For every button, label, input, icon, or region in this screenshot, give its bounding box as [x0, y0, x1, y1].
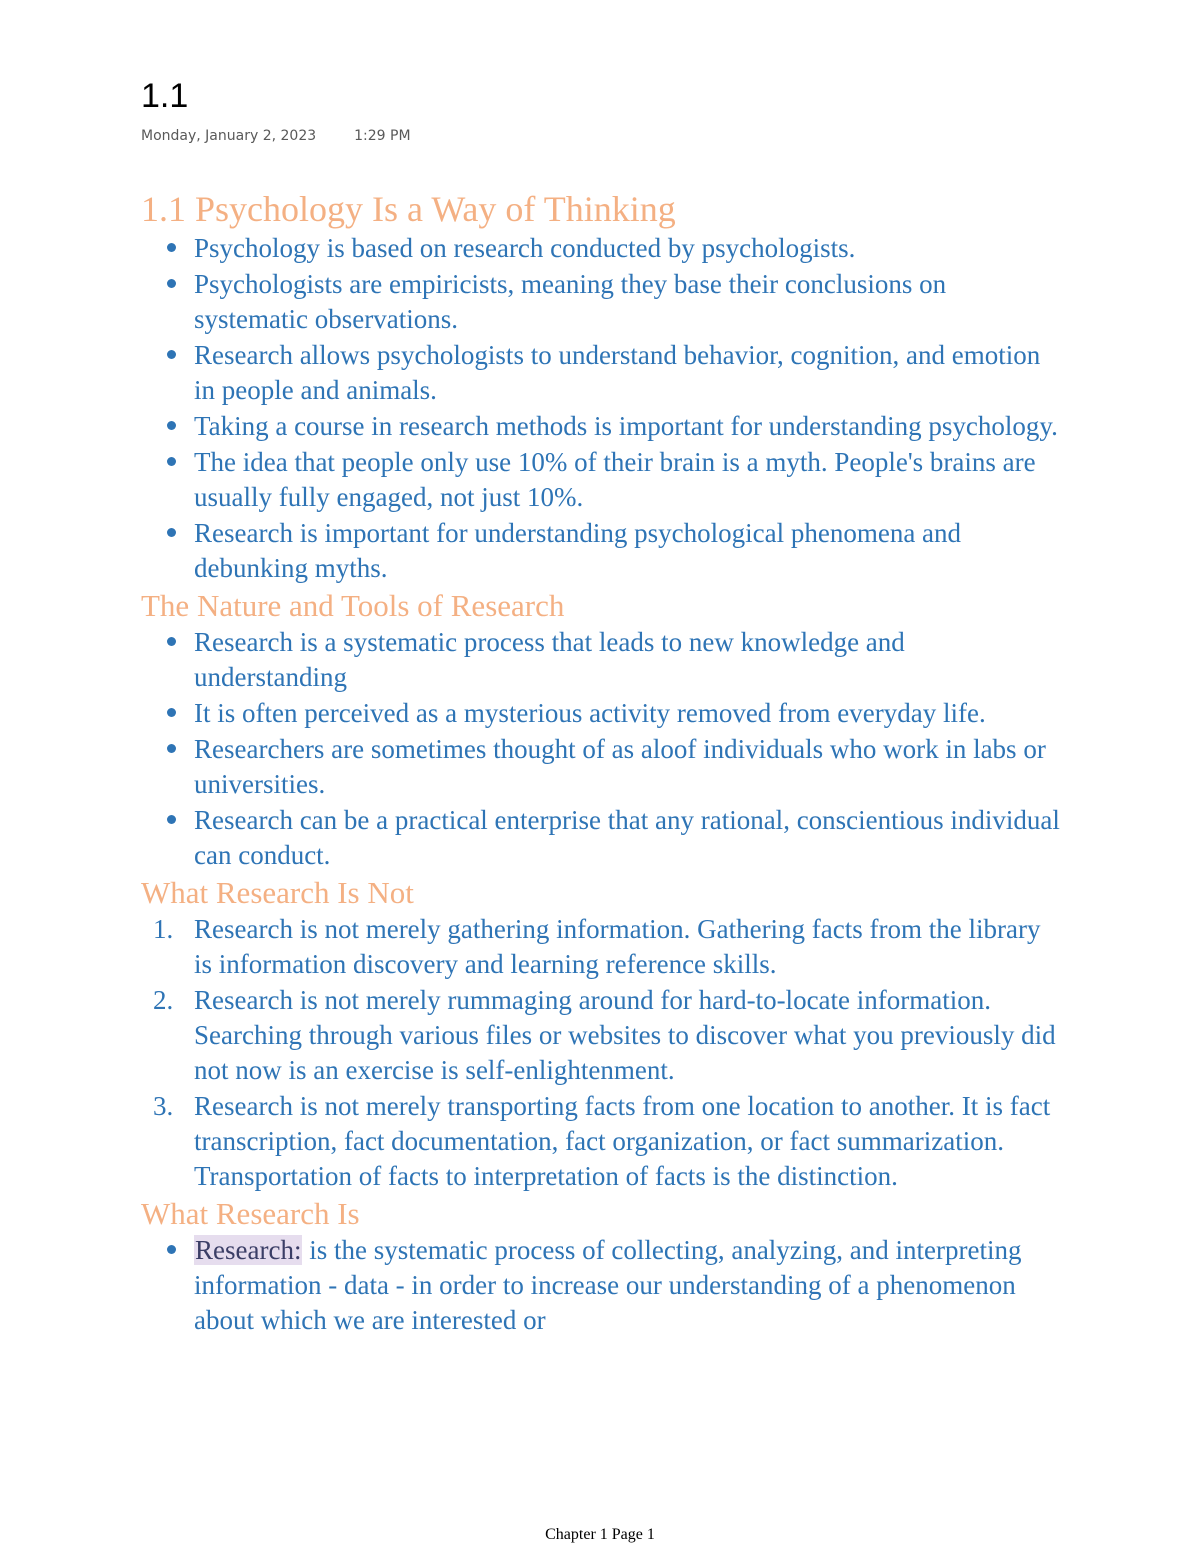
page-timestamp: [141, 125, 411, 147]
bullet-icon: [167, 350, 176, 359]
bullet-icon: [167, 457, 176, 466]
list-item-text: Psychology is based on research conducted by psychologists.: [194, 233, 856, 263]
note-body[interactable]: [141, 187, 1061, 1339]
list-item: [141, 231, 1061, 266]
list-item-text: Research is a systematic process that leads to new knowledge and understanding: [194, 627, 905, 692]
bullet-icon: [167, 528, 176, 537]
list-item-text: It is often perceived as a mysterious activity removed from everyday life.: [194, 698, 986, 728]
list-item: [141, 338, 1061, 408]
list-item: [141, 625, 1061, 695]
bullet-icon: [167, 708, 176, 717]
list-item: [141, 1233, 1061, 1338]
list-item-text: Research is important for understanding psychological phenomena and debunking myths.: [194, 518, 962, 583]
list-item: [141, 409, 1061, 444]
list-item: [141, 983, 1061, 1088]
list-item: [141, 732, 1061, 802]
list-item-text: Psychologists are empiricists, meaning they base their conclusions on systematic observations.: [194, 269, 947, 334]
bullet-icon: [167, 815, 176, 824]
list-number: 2.: [153, 985, 174, 1015]
list-number: 1.: [153, 914, 174, 944]
section-heading: 1.1 Psychology Is a Way of Thinking: [141, 189, 676, 229]
page-time: 1:29 PM: [354, 128, 411, 144]
bullet-icon: [167, 1245, 176, 1254]
section-heading: What Research Is: [141, 1196, 360, 1231]
list-item-text: Researchers are sometimes thought of as aloof individuals who work in labs or universities.: [194, 734, 1046, 799]
numbered-list: [141, 912, 1061, 1194]
list-item-text: Research is not merely rummaging around for hard-to-locate information. Searching through various files or websites to discover what you previously did not now is an exercise is self-enlightenment.: [194, 985, 1056, 1085]
list-item: [141, 516, 1061, 586]
section-heading: The Nature and Tools of Research: [141, 588, 565, 623]
list-number: 3.: [153, 1091, 174, 1121]
list-item-text: Taking a course in research methods is important for understanding psychology.: [194, 411, 1058, 441]
bullet-icon: [167, 637, 176, 646]
list-item: [141, 1089, 1061, 1194]
page-title[interactable]: 1.1: [141, 77, 189, 115]
bullet-icon: [167, 279, 176, 288]
list-item-text: is the systematic process of collecting, analyzing, and interpreting information - data - in order to increase our understanding of a phenomenon about which we are interested or: [194, 1235, 1022, 1335]
list-item-text: The idea that people only use 10% of their brain is a myth. People's brains are usually fully engaged, not just 10%.: [194, 447, 1036, 512]
section-heading: What Research Is Not: [141, 875, 414, 910]
bullet-icon: [167, 421, 176, 430]
list-item: [141, 912, 1061, 982]
bullet-list: [141, 1233, 1061, 1338]
bullet-icon: [167, 243, 176, 252]
bullet-list: [141, 625, 1061, 873]
page-date: Monday, January 2, 2023: [141, 128, 317, 144]
bullet-icon: [167, 744, 176, 753]
list-item-text: Research is not merely gathering information. Gathering facts from the library is information discovery and learning reference skills.: [194, 914, 1041, 979]
highlighted-term: Research:: [195, 1235, 302, 1265]
list-item-text: Research can be a practical enterprise that any rational, conscientious individual can conduct.: [194, 805, 1060, 870]
list-item-text: Research is not merely transporting facts from one location to another. It is fact transcription, fact documentation, fact organization, or fact summarization. Transportation of facts to interpretation of facts is the distinction.: [194, 1091, 1051, 1191]
bullet-list: [141, 231, 1061, 586]
list-item-text: Research allows psychologists to understand behavior, cognition, and emotion in people and animals.: [194, 340, 1041, 405]
list-item: [141, 803, 1061, 873]
page-footer: Chapter 1 Page 1: [545, 1526, 655, 1543]
list-item: [141, 267, 1061, 337]
list-item: [141, 445, 1061, 515]
list-item: [141, 696, 1061, 731]
